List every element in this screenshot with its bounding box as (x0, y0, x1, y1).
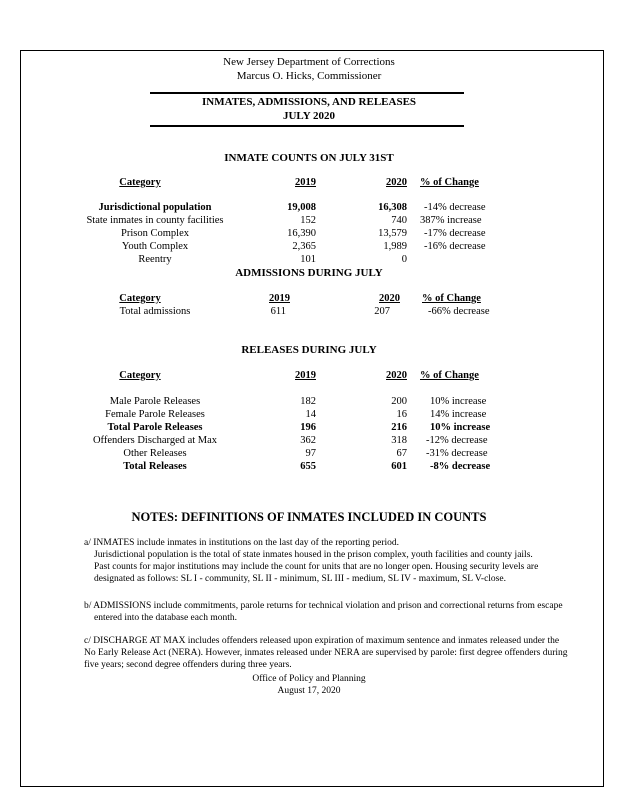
admissions-title: ADMISSIONS DURING JULY (235, 267, 383, 279)
col-pct-change: % of Change (420, 370, 479, 381)
note-text: c/ DISCHARGE AT MAX includes offenders released upon expiration of maximum sentence and inmates released under the (84, 636, 560, 646)
row-2019: 362 (300, 435, 316, 446)
note-b (84, 600, 584, 624)
table-row (0, 422, 618, 435)
row-pct: -14% decrease (424, 202, 486, 213)
note-text: a/ INMATES include inmates in institutions on the last day of the reporting period. (84, 538, 400, 548)
note-text: entered into the database each month. (94, 613, 237, 623)
row-pct: 10% increase (430, 396, 487, 407)
row-2019: 196 (300, 422, 316, 433)
row-category: Total Parole Releases (107, 422, 203, 433)
table-row (0, 396, 618, 409)
row-2019: 655 (300, 461, 316, 472)
col-2019: 2019 (295, 370, 316, 381)
note-text: b/ ADMISSIONS include commitments, parole returns for technical violation and prison and correctional returns from escape (84, 601, 563, 611)
col-2019: 2019 (269, 293, 290, 304)
row-category: Female Parole Releases (105, 409, 205, 420)
table-row (0, 461, 618, 474)
footer-date: August 17, 2020 (277, 686, 341, 696)
note-text: No Early Release Act (NERA). However, inmates released under NERA are supervised by parole: first degree offenders during (84, 648, 568, 658)
row-2019: 611 (270, 306, 286, 317)
row-category: Male Parole Releases (109, 396, 201, 407)
table-row (0, 448, 618, 461)
releases-title: RELEASES DURING JULY (241, 344, 377, 356)
commissioner-name: Marcus O. Hicks, Commissioner (236, 70, 382, 82)
row-2019: 16,390 (287, 228, 316, 239)
header-rule-top (150, 92, 464, 94)
note-a (84, 537, 584, 585)
row-2020: 740 (391, 215, 407, 226)
report-period: JULY 2020 (282, 110, 336, 122)
row-2019: 19,008 (287, 202, 316, 213)
row-category: Other Releases (123, 448, 187, 459)
row-pct: -16% decrease (424, 241, 486, 252)
releases-header (0, 370, 618, 383)
notes-title: NOTES: DEFINITIONS OF INMATES INCLUDED IN COUNTS (131, 510, 487, 524)
row-2020: 601 (391, 461, 407, 472)
table-row (0, 202, 618, 215)
col-2020: 2020 (386, 177, 407, 188)
table-row (0, 409, 618, 422)
row-pct: 387% increase (420, 215, 482, 226)
row-2019: 101 (300, 254, 316, 265)
col-pct-change: % of Change (420, 177, 479, 188)
col-2020: 2020 (386, 370, 407, 381)
row-2019: 182 (300, 396, 316, 407)
row-2019: 2,365 (292, 241, 316, 252)
row-pct: 14% increase (430, 409, 487, 420)
col-2019: 2019 (295, 177, 316, 188)
admissions-header (0, 293, 618, 306)
row-category: Reentry (138, 254, 172, 265)
row-pct: -8% decrease (430, 461, 491, 472)
table-row (0, 241, 618, 254)
row-2019: 14 (305, 409, 316, 420)
row-category: Youth Complex (121, 241, 189, 252)
table-row (0, 228, 618, 241)
table-row (0, 254, 618, 267)
row-category: Total admissions (119, 306, 191, 317)
row-2019: 97 (305, 448, 316, 459)
row-pct: -66% decrease (428, 306, 490, 317)
note-text: Past counts for major institutions may include the count for units that are no longer open. Housing security levels are (94, 562, 539, 572)
col-category: Category (119, 293, 161, 304)
inmate-counts-title: INMATE COUNTS ON JULY 31ST (224, 152, 394, 164)
header-rule-bottom (150, 125, 464, 127)
row-category: State inmates in county facilities (86, 215, 224, 226)
row-2020: 207 (374, 306, 390, 317)
row-2020: 200 (391, 396, 407, 407)
table-row (0, 215, 618, 228)
table-row (0, 435, 618, 448)
note-text: five years; second degree offenders during three years. (84, 660, 292, 670)
col-2020: 2020 (379, 293, 400, 304)
note-text: designated as follows: SL I - community, SL II - minimum, SL III - medium, SL IV - maximum, SL V-close. (94, 574, 506, 584)
row-2020: 0 (401, 254, 407, 265)
row-2020: 67 (396, 448, 407, 459)
row-pct: 10% increase (430, 422, 491, 433)
row-pct: -12% decrease (426, 435, 488, 446)
footer-office: Office of Policy and Planning (252, 674, 366, 684)
row-2020: 16,308 (378, 202, 407, 213)
row-category: Total Releases (123, 461, 187, 472)
row-2020: 13,579 (378, 228, 407, 239)
col-pct-change: % of Change (422, 293, 481, 304)
col-category: Category (119, 370, 161, 381)
inmate-counts-header (0, 177, 618, 190)
row-category: Prison Complex (121, 228, 189, 239)
row-2020: 16 (396, 409, 407, 420)
row-pct: -31% decrease (426, 448, 488, 459)
agency-name: New Jersey Department of Corrections (223, 56, 395, 68)
table-row (0, 306, 618, 319)
row-pct: -17% decrease (424, 228, 486, 239)
row-2019: 152 (300, 215, 316, 226)
note-text: Jurisdictional population is the total of state inmates housed in the prison complex, youth facilities and county jails. (94, 550, 533, 560)
col-category: Category (119, 177, 161, 188)
report-title: INMATES, ADMISSIONS, AND RELEASES (201, 96, 417, 108)
row-category: Offenders Discharged at Max (92, 435, 218, 446)
note-c (84, 635, 584, 671)
row-2020: 216 (391, 422, 407, 433)
row-2020: 1,989 (383, 241, 407, 252)
row-category: Jurisdictional population (98, 202, 212, 213)
row-2020: 318 (391, 435, 407, 446)
